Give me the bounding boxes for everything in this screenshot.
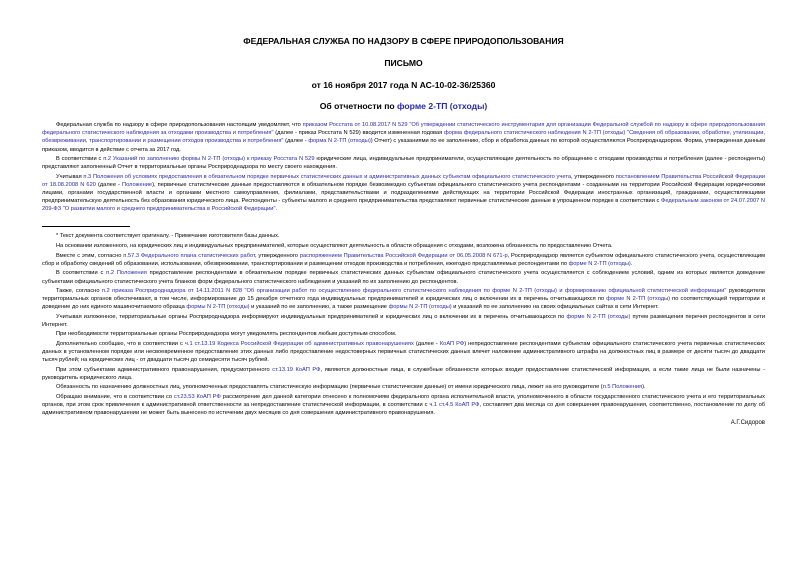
text: ), первичные статистические данные предоставляются в обязательном порядке безвозмездно субъектам официального статистического учета респондентами - созданными на территории Российской Федерации юридическими лицами, органами государственной власти и органами местного самоуправления, филиалами, представительствами и подразделениями действующих на территории Российской Федерации иностранных организаций, гражданами, осуществляющими предпринимательскую деятельность без образования юридического лица. Респонденты - субъекты малого и среднего предпринимательства представляют первичные статистические данные в упрощенном порядке в соответствии с [42, 181, 765, 205]
text: ) Отчет) с указаниями по ее заполнению, сбор и обработка данных по которой осуществляются Росприроднадзором. Форма, утвержденная данным приказом, вводится в действие с отчета за 2017 год. [42, 138, 766, 153]
text: (далее - [413, 340, 440, 347]
link-federal-law-209[interactable]: Федеральным законом от 24.07.2007 N 209-ФЗ "О развитии малого и среднего предпринимательства в Российской Федерации" [42, 198, 766, 213]
paragraph-1 [42, 121, 765, 154]
link-form-2tp-short[interactable]: форме N 2-ТП (отходы) [566, 313, 631, 320]
text: по соответствующей территории и доведение до них единого машиночитаемого образца [42, 296, 766, 311]
text: При этом субъектами административного правонарушения, предусмотренного [56, 366, 273, 373]
text: В соответствии с [56, 270, 107, 277]
text: Учитывая изложенное, территориальные органы Росприроднадзора информируют индивидуальных предпринимателей и юридических лиц о включении их в перечень отчитывающихся по [56, 313, 567, 320]
link-regulation-p5[interactable]: п.5 Положения [602, 384, 643, 391]
link-form-2tp-short[interactable]: формы N 2-ТП (отходы) [388, 304, 452, 311]
signature: А.Г.Сидоров [730, 420, 765, 427]
document-type: ПИСЬМО [384, 58, 423, 68]
paragraph-5 [42, 269, 765, 285]
text: , составляет два месяца со дня совершения правонарушения, соответственно, постановление по делу об административном правонарушении не может быть вынесено по истечении двух месяцев со дня совершения административного правонарушения. [42, 401, 765, 416]
link-federal-plan-57-3[interactable]: п.57.3 Федерального плана статистических работ [123, 252, 255, 259]
paragraph-7 [42, 313, 765, 329]
text: , являются должностные лица, в служебные обязанности которых входит предоставление статистической информации, а если такие лица не были назначены - руководитель юридического лица. [42, 366, 766, 381]
link-regulation[interactable]: Положение [122, 181, 153, 188]
text: Дополнительно сообщаю, что в соответствии с [56, 340, 185, 347]
text: ) непредоставление респондентами субъектам официального статистического учета первичных статистических данных в установленном порядке или несвоевременное предоставление этих данных либо предоставление недостоверных первичных статистических данных влечет наложение административного штрафа на должностных лиц в размере от десяти тысяч до двадцати тысяч рублей; на юридических лиц - от двадцати тысяч до семидесяти тысяч рублей. [42, 340, 765, 364]
link-koap-13-19[interactable]: ч.1 ст.13.19 Кодекса Российской Федерации об административных правонарушениях [184, 340, 414, 347]
link-koap-13-19-short[interactable]: ст.13.19 КоАП РФ [272, 366, 321, 373]
text: , утвержденного [571, 173, 616, 180]
text: , утвержденного [254, 252, 300, 259]
text: . [275, 206, 278, 213]
text: Также, согласно [56, 287, 102, 294]
footnote-text: * Текст документа соответствует оригиналу. - Примечание изготовителя базы данных. [56, 232, 280, 239]
link-form-2tp-short[interactable]: форме N 2-ТП (отходы) [606, 296, 671, 303]
text: юридические лица, индивидуальные предприниматели, осуществляющие деятельность по обращению с отходами производства и потребления (далее - респонденты) представляют заполненный Отчет в территориальные органы Росприроднадзора по месту своего нахождения. [42, 156, 765, 171]
link-regulation-p3[interactable]: п.3 Положения об условиях предоставления в обязательном порядке первичных статистических данных и административных данных субъектам официального статистического учета [83, 173, 572, 180]
text: руководители территориальных органов обеспечивают, в том числе, информирование до 15 декабря отчетного года индивидуальных предпринимателей и юридических лиц о включении их в перечень отчитывающихся по [42, 287, 765, 303]
text: путем размещения перечня респондентов в сети Интернет. [42, 313, 766, 328]
paragraph-2 [42, 155, 765, 171]
link-regulation-p2[interactable]: п.2 Положения [106, 270, 147, 277]
paragraph-8: При необходимости территориальные органы Росприроднадзора могут уведомлять респондентов любым доступным способом. [56, 331, 397, 338]
paragraph-6 [42, 287, 765, 312]
link-instructions-p2[interactable]: п.2 Указаний по заполнению формы N 2-ТП (отходы) к приказу Росстата N 529 [103, 156, 315, 162]
link-koap-23-53[interactable]: ст.23.53 КоАП РФ [173, 393, 221, 400]
link-government-order-671r[interactable]: распоряжением Правительства Российской Федерации от 06.05.2008 N 671-р [299, 252, 508, 259]
text: (далее - [95, 181, 123, 188]
paragraph-11 [42, 383, 765, 391]
text: рассмотрение дел данной категории отнесено к полномочиям федерального органа исполнительной власти, уполномоченного в области государственного статистического учета и его территориальных органов, при этом срок привлечения к административной ответственности за непредоставление статистической информации, в соответствии с [42, 393, 766, 408]
link-form-2tp[interactable]: форме 2-ТП (отходы) [397, 101, 488, 111]
paragraph-3 [42, 173, 765, 214]
link-rosstat-order-529[interactable]: приказом Росстата от 10.08.2017 N 529 "Об утверждении статистического инструментария для организации Федеральной службой по надзору в сфере природопользования федерального статистического наблюдения за отходами производства и потребления" [42, 122, 765, 137]
text: , Росприроднадзор является субъектом официального статистического учета, осуществляющим сбор и обработку сведений об образовании, использовании, обезвреживании, транспортировании и размещении отходов производства и потребления, ежегодно представляемых респондентами по [42, 252, 765, 267]
footnote-paragraph: На основании изложенного, на юридических лиц и индивидуальных предпринимателей, которые осуществляют деятельность в области обращения с отходами, возложена обязанность по предоставлению Отчета. [56, 242, 613, 249]
text: В соответствии с [56, 156, 104, 162]
link-government-decree-620[interactable]: постановлением Правительства Российской Федерации от 18.08.2008 N 620 [42, 173, 765, 188]
text: Федеральная служба по надзору в сфере природопользования настоящим уведомляет, что [56, 122, 303, 128]
text: и указаний по ее заполнению на своих официальных сайтах в сети Интернет. [451, 304, 659, 311]
document-date-number: от 16 ноября 2017 года N АС-10-02-36/25360 [311, 80, 496, 90]
footnote-separator [42, 226, 130, 227]
text: Учитывая [56, 173, 84, 180]
document-subject [42, 101, 765, 112]
paragraph-4 [42, 252, 765, 268]
text: предоставление респондентами в обязательном порядке первичных статистических данных субъектам официального статистического учета осуществляется с соблюдением условий, одним из которых является доведение субъектами официального статистического учета бланков форм федерального статистического наблюдения и указаний по их заполнению до респондентов. [42, 270, 765, 285]
paragraph-10 [42, 366, 765, 382]
paragraph-9 [42, 340, 765, 365]
text: (далее - [283, 138, 309, 145]
subject-prefix: Об отчетности по [319, 101, 398, 111]
text: Обязанность по назначению должностных лиц, уполномоченных предоставлять статистическую информацию (первичные статистические данные) от имени юридического лица, лежит на его руководителе ( [56, 384, 603, 391]
link-form-2tp-short[interactable]: форма N 2-ТП (отходы) [308, 138, 371, 145]
link-form-2tp-short[interactable]: формы N 2-ТП (отходы) [186, 304, 250, 311]
text: Обращаю внимание, что в соответствии со [56, 393, 174, 400]
text: (далее - приказ Росстата N 529) вводится измененная годовая [273, 130, 444, 137]
text: и указаний по ее заполнению, а также размещение [249, 304, 389, 311]
text: Вместе с этим, согласно [56, 252, 124, 259]
link-form-2tp-full[interactable]: форма федерального статистического наблюдения N 2-ТП (отходы) "Сведения об образовании, обработке, утилизации, обезвреживании, транспортировании и размещении отходов производства и потребления" [42, 130, 766, 145]
link-order-828[interactable]: п.2 приказа Росприроднадзора от 14.11.2011 N 828 "Об организации работ по осуществлению федерального статистического наблюдения по форме N 2-ТП (отходы) и формированию официальной статистической информации" [101, 287, 727, 294]
agency-title: ФЕДЕРАЛЬНАЯ СЛУЖБА ПО НАДЗОРУ В СФЕРЕ ПРИРОДОПОЛЬЗОВАНИЯ [243, 36, 564, 46]
spacer [42, 215, 765, 219]
text: ). [642, 384, 646, 391]
paragraph-12 [42, 393, 765, 418]
text: . [630, 261, 633, 267]
link-koap-4-5[interactable]: ч.1 ст.4.5 КоАП РФ [429, 401, 480, 408]
link-koap[interactable]: КоАП РФ [439, 340, 465, 347]
link-form-2tp-short[interactable]: форме N 2-ТП (отходы) [568, 261, 631, 267]
